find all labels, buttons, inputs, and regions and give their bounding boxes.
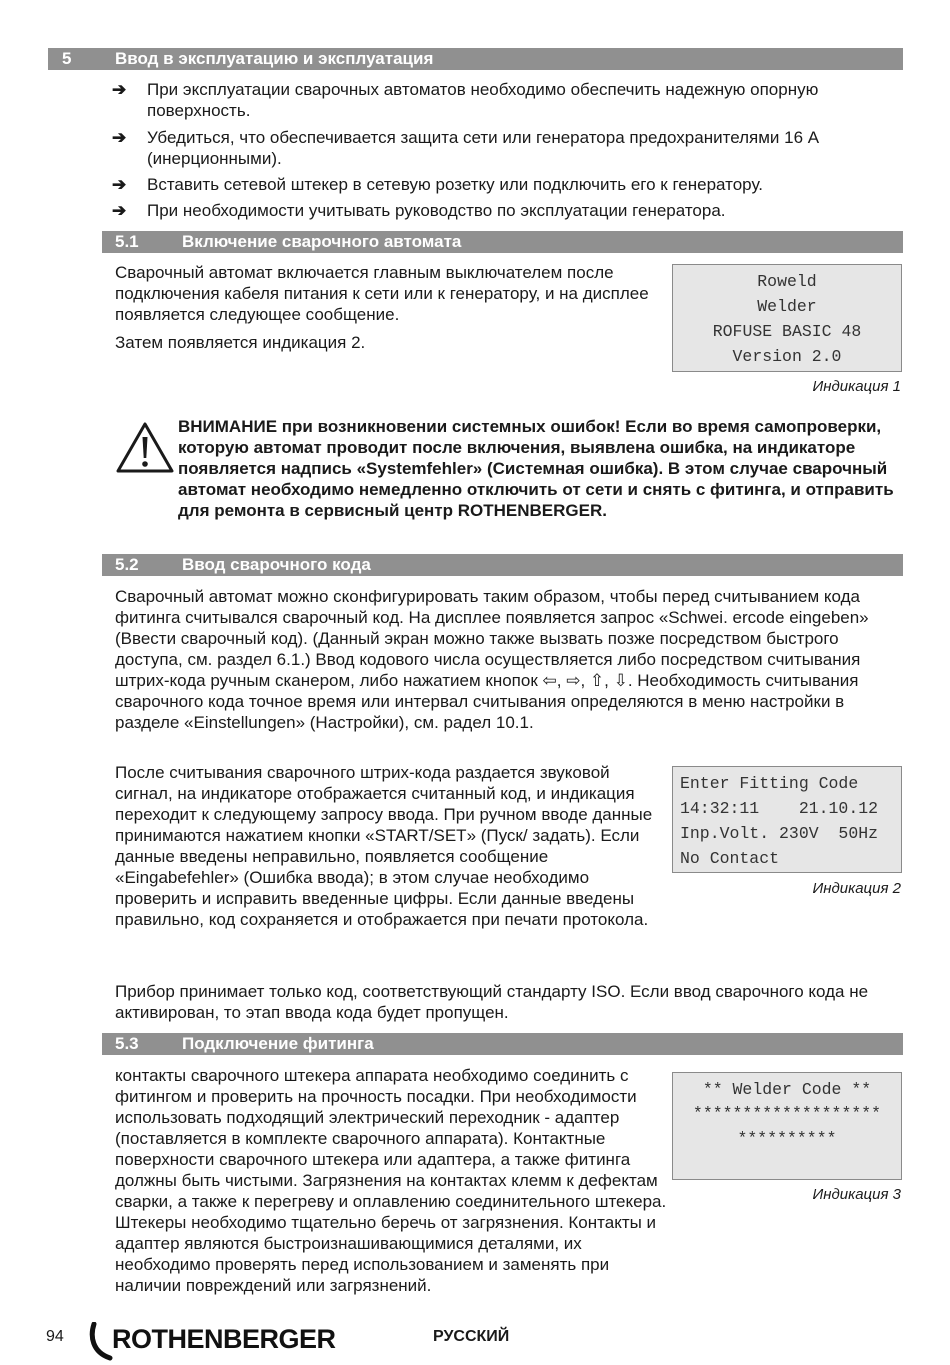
bullet-item: [112, 174, 902, 195]
warning-text: ВНИМАНИЕ при возникновении системных ошибок! Если во время самопроверки, которую автомат проводит после включения, выявлена ошибка, на индикаторе появляется надпись «Systemfehler» (Системная ошибка). В этом случае сварочный автомат необходимо немедленно отключить от сети и снять с фитинга, и отправить для ремонта в сервисный центр ROTHENBERGER.: [178, 417, 894, 520]
display-indication-2: [672, 766, 902, 873]
section-number: 5.1: [115, 232, 139, 251]
page-number: 94: [46, 1328, 64, 1345]
section-5-2-text-3: Прибор принимает только код, соответствующий стандарту ISO. Если ввод сварочного кода не активирован, то этап ввода кода будет пропущен.: [115, 982, 869, 1022]
bullet-item: [112, 79, 902, 121]
display-caption: Индикация 3: [812, 1186, 901, 1203]
section-5-2-text-2: После считывания сварочного штрих-кода раздается звуковой сигнал, на индикаторе отображается считанный код, и индикация переходит к следующему запросу ввода. При ручном вводе данные принимаются нажатием кнопки «START/SET» (Пуск/ задать). Если данные введены неправильно, появляется сообщение «Eingabefehler» (Ошибка ввода); в этом случае необходимо проверить и исправить введенные цифры. Если данные введены правильно, код сохраняется и отображается при печати протокола.: [115, 763, 653, 929]
display-line: Roweld: [757, 272, 817, 291]
paragraph: Сварочный автомат включается главным выключателем после подключения кабеля питания к сети или к генератору, и на дисплее появляется следующее сообщение.: [115, 263, 649, 324]
arrow-icon: ➔: [112, 201, 127, 220]
section-title: Включение сварочного автомата: [182, 232, 462, 251]
section-5-3-header: [102, 1033, 903, 1055]
section-number: 5: [62, 49, 72, 68]
section-number: 5.3: [115, 1034, 139, 1053]
display-line: Welder: [757, 297, 817, 316]
section-title: Ввод сварочного кода: [182, 555, 371, 574]
display-line: Enter Fitting Code: [680, 774, 859, 793]
section-5-1-text: [115, 262, 655, 353]
display-indication-1: [672, 264, 902, 372]
language-label: РУССКИЙ: [433, 1328, 510, 1345]
display-line: *******************: [692, 1104, 882, 1123]
display-line: Inp.Volt. 230V 50Hz: [680, 824, 879, 843]
bullet-text: При необходимости учитывать руководство по эксплуатации генератора.: [147, 201, 726, 220]
bullet-item: [112, 127, 902, 169]
display-line: **********: [737, 1129, 837, 1148]
display-caption: Индикация 1: [812, 378, 901, 395]
bullet-text: Убедиться, что обеспечивается защита сети или генератора предохранителями 16 А (инерционными).: [147, 128, 820, 168]
section-5-3-text: контакты сварочного штекера аппарата необходимо соединить с фитингом и проверить на прочность посадки. При необходимости использовать подходящий электрический переходник - адаптер (поставляется в комплекте сварочного аппарата). Контактные поверхности сварочного штекера или адаптера, а также фитинга должны быть чистыми. Загрязнения на контактах клемм к дефектам сварки, а также к перегреву и оплавлению соединительного штекера. Штекеры необходимо тщательно беречь от загрязнения. Контакты и адаптер являются быстроизнашивающимися деталями, их необходимо проверять перед использованием и заменять при наличии повреждений или загрязнений.: [115, 1066, 667, 1295]
warning-triangle-icon: [115, 420, 175, 474]
section-5-2-text: Сварочный автомат можно сконфигурировать таким образом, чтобы перед считыванием кода фитинга считывался сварочный код. На дисплее появляется запрос «Schwei. ercode eingeben» (Ввести сварочный код). (Данный экран можно также вызвать позже посредством быстрого доступа, см. раздел 6.1.) Ввод кодового числа осуществляется либо посредством считывания штрих-кода ручным сканером, либо нажатием кнопок ⇦, ⇨, ⇧, ⇩. Необходимость считывания сварочного кода точное время или интервал считывания определяются в меню настройки в разделе «Einstellungen» (Настройки), см. радел 10.1.: [115, 587, 869, 732]
arrow-icon: ➔: [112, 175, 127, 194]
section-number: 5.2: [115, 555, 139, 574]
section-5-2-header: [102, 554, 903, 576]
bullet-text: Вставить сетевой штекер в сетевую розетку или подключить его к генератору.: [147, 175, 763, 194]
section-title: Ввод в эксплуатацию и эксплуатация: [115, 49, 434, 68]
paragraph: Затем появляется индикация 2.: [115, 333, 366, 352]
display-line: 14:32:11 21.10.12: [680, 799, 879, 818]
display-line: No Contact: [680, 849, 780, 868]
display-caption: Индикация 2: [812, 880, 901, 897]
section-title: Подключение фитинга: [182, 1034, 374, 1053]
display-line: ** Welder Code **: [702, 1080, 872, 1099]
display-line: ROFUSE BASIC 48: [712, 322, 862, 341]
brand-logo: [88, 1322, 348, 1362]
arrow-icon: ➔: [112, 80, 127, 99]
bullet-item: [112, 200, 902, 221]
display-indication-3: [672, 1072, 902, 1180]
arrow-icon: ➔: [112, 128, 127, 147]
section-5-header: [48, 48, 903, 70]
display-line: Version 2.0: [732, 347, 842, 366]
brand-name: ROTHENBERGER: [112, 1324, 336, 1354]
bullet-text: При эксплуатации сварочных автоматов необходимо обеспечить надежную опорную поверхность.: [147, 80, 819, 120]
section-5-1-header: [102, 231, 903, 253]
